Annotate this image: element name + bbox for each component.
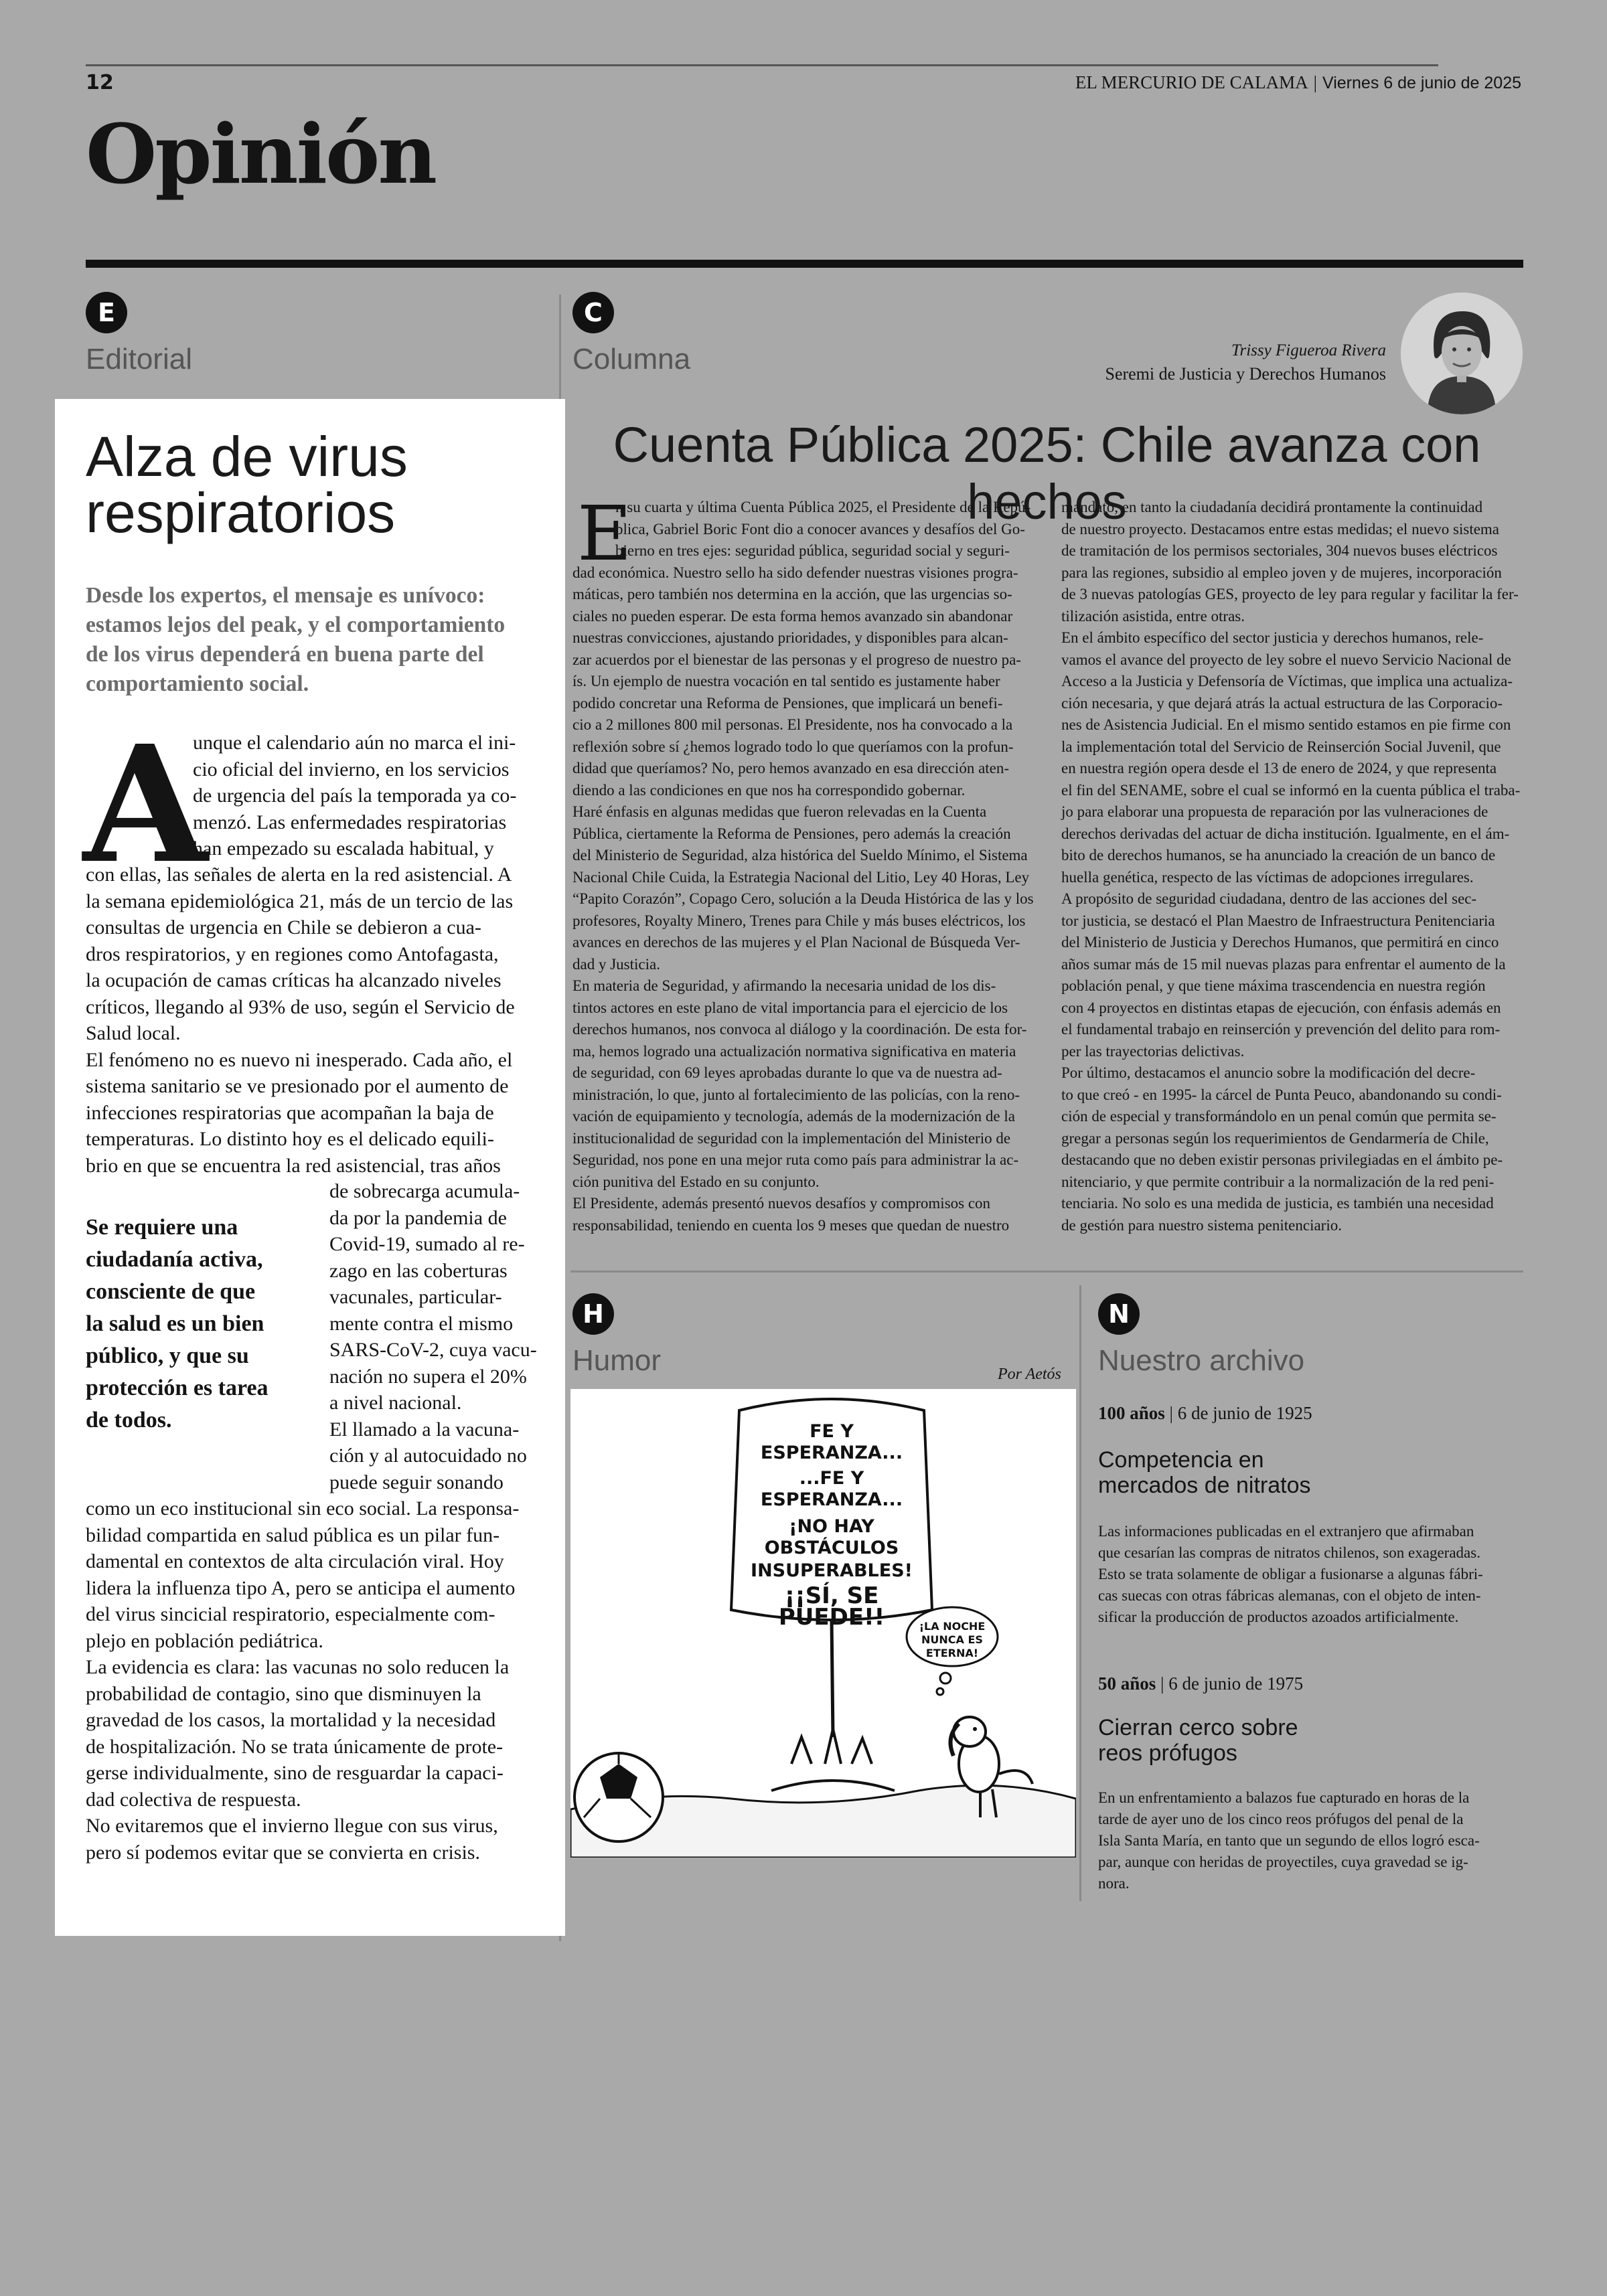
column-line: ciales no pueden esperar. De esta forma hemos avanzado sin abandonar [572, 607, 1013, 625]
column-line: profesores, Royalty Minero, Trenes para Chile y más buses eléctricos, los [572, 912, 1026, 929]
column-line: Seguridad, nos pone en una mejor ruta como país para administrar la ac- [572, 1151, 1019, 1168]
archive-item-title [1098, 1447, 1311, 1498]
archive-item-text [1098, 1521, 1523, 1628]
editorial-line: zago en las coberturas [329, 1259, 508, 1282]
column-line: gregar a personas según los requerimientos de Gendarmería de Chile, [1061, 1129, 1489, 1147]
editorial-line: gravedad de los casos, la mortalidad y la necesidad [86, 1709, 496, 1731]
column-line: A propósito de seguridad ciudadana, dentro de las acciones del sec- [1061, 890, 1477, 907]
editorial-line: de sobrecarga acumula- [329, 1180, 520, 1202]
lead-line: comportamiento social. [86, 671, 309, 696]
editorial-line: El fenómeno no es nuevo ni inesperado. Cada año, el [86, 1048, 513, 1071]
column-line: podido concretar una Reforma de Pensiones, que implicará un benefi- [572, 694, 1003, 712]
editorial-body-intro [193, 730, 548, 862]
editorial-line: temperaturas. Lo distinto hoy es el delicado equili- [86, 1128, 494, 1150]
column-line: avances en derechos de las mujeres y el Plan Nacional de Búsqueda Ver- [572, 934, 1020, 951]
editorial-label: Editorial [86, 343, 192, 376]
column-line: vación de equipamiento y tecnología, además de la modernización de la [572, 1108, 1015, 1125]
humor-badge: H [572, 1293, 614, 1335]
balloon-line: OBSTÁCULOS [764, 1538, 899, 1558]
column-line: responsabilidad, teniendo en cuenta los 9 meses que quedan de nuestro [572, 1216, 1010, 1234]
column-line: el fundamental trabajo en reinserción y prevención del delito para rom- [1061, 1021, 1501, 1038]
editorial-body-end [86, 1495, 548, 1866]
column-divider-lower [1079, 1285, 1081, 1901]
editorial-line: dros respiratorios, y en regiones como Antofagasta, [86, 942, 499, 965]
balloon-line: INSUPERABLES! [751, 1560, 913, 1581]
column-line: tor justicia, se destacó el Plan Maestro de Infraestructura Penitenciaria [1061, 912, 1495, 929]
balloon-line: ...FE Y [799, 1468, 864, 1489]
thought-line: ETERNA! [925, 1647, 979, 1659]
lead-line: Desde los expertos, el mensaje es unívoco: [86, 583, 485, 608]
archive-line: Esto se trata solamente de obligar a fusionarse a algunas fábri- [1098, 1566, 1483, 1582]
editorial-line: con ellas, las señales de alerta en la red asistencial. A [86, 864, 512, 886]
column-line: Por último, destacamos el anuncio sobre la modificación del decre- [1061, 1064, 1476, 1081]
column-line: para las regiones, subsidio al empleo joven y de mujeres, incorporación [1061, 564, 1502, 581]
column-line: en nuestra región opera desde el 13 de enero de 2024, y que representa [1061, 760, 1497, 776]
archive-date: 6 de junio de 1925 [1177, 1403, 1312, 1423]
archive-line: que cesarían las compras de nitratos chilenos, son exageradas. [1098, 1544, 1480, 1561]
editorial-line: da por la pandemia de [329, 1206, 507, 1229]
pullquote-line: ciudadanía activa, [86, 1247, 263, 1272]
column-line: ción punitiva del Estado en su conjunto. [572, 1173, 820, 1190]
column-text-right [1061, 497, 1523, 1236]
editorial-line: brio en que se encuentra la red asistencial, tras años [86, 1154, 501, 1177]
column-line: Acceso a la Justicia y Defensoría de Víctimas, que implica una actualiza- [1061, 673, 1513, 689]
column-line: ministración, lo que, junto al fortalecimiento de las policías, con la reno- [572, 1086, 1020, 1103]
page-number: 12 [86, 71, 114, 94]
editorial-line: gerse individualmente, sino de resguardar la capaci- [86, 1762, 504, 1784]
masthead [1075, 72, 1521, 93]
archive-title-line: Competencia en [1098, 1447, 1264, 1473]
column-line: institucionalidad de seguridad con la implementación del Ministerio de [572, 1129, 1011, 1147]
column-line: El Presidente, además presentó nuevos desafíos y compromisos con [572, 1195, 991, 1212]
column-line: destacando que no deben existir personas privilegiadas en el ámbito pe- [1061, 1151, 1503, 1168]
column-line: “Papito Corazón”, Copago Cero, solución a la Deuda Histórica de las y los [572, 890, 1034, 907]
editorial-line: de urgencia del país la temporada ya co- [193, 785, 517, 807]
pullquote-line: Se requiere una [86, 1215, 238, 1240]
editorial-line: han empezado su escalada habitual, y [193, 837, 494, 859]
editorial-line: como un eco institucional sin eco social. La responsa- [86, 1497, 520, 1520]
cartoonist: Por Aetós [998, 1366, 1061, 1383]
archive-years: 100 años [1098, 1403, 1165, 1423]
column-line: reflexión sobre sí ¿hemos logrado todo lo que queríamos con la profun- [572, 738, 1014, 755]
editorial-badge: E [86, 292, 127, 333]
column-line: cio a 2 millones 800 mil personas. El Presidente, nos ha convocado a la [572, 716, 1013, 733]
column-dropcap: E [577, 491, 632, 578]
column-line: En materia de Seguridad, y afirmando la necesaria unidad de los dis- [572, 977, 996, 994]
editorial-pullquote [86, 1212, 313, 1437]
column-line: dad y Justicia. [572, 955, 660, 973]
editorial-line: la semana epidemiológica 21, más de un tercio de las [86, 890, 514, 912]
column-line: el fin del SENAME, sobre el cual se informó en la cuenta pública el traba- [1061, 781, 1521, 799]
archive-item-title [1098, 1715, 1298, 1766]
column-line: de seguridad, con 69 leyes aprobadas durante lo que va de nuestra ad- [572, 1064, 1002, 1081]
editorial-line: Covid-19, sumado al re- [329, 1233, 525, 1255]
editorial-lead [86, 581, 548, 699]
archive-line: cas suecas con otras fábricas alemanas, con el objeto de inten- [1098, 1587, 1481, 1604]
horizontal-divider [570, 1270, 1523, 1273]
lead-line: de los virus dependerá en buena parte del [86, 642, 484, 667]
column-line: tenciaria. No solo es una medida de justicia, es también una necesidad [1061, 1195, 1494, 1212]
editorial-body-narrow [329, 1178, 548, 1495]
issue-date: Viernes 6 de junio de 2025 [1322, 74, 1521, 92]
column-line: dad económica. Nuestro sello ha sido defender nuestras visiones progra- [572, 564, 1018, 581]
editorial-line: cio oficial del invierno, en los servicios [193, 758, 510, 781]
pullquote-line: protección es tarea [86, 1376, 269, 1400]
editorial-line: la ocupación de camas críticas ha alcanzado niveles [86, 969, 502, 991]
editorial-line: SARS-CoV-2, cuya vacu- [329, 1339, 537, 1361]
humor-cartoon [570, 1389, 1076, 1858]
column-line: del Ministerio de Justicia y Derechos Humanos, que permitirá en cinco [1061, 934, 1499, 951]
editorial-line: unque el calendario aún no marca el ini- [193, 732, 516, 754]
archive-line: par, aunque con heridas de proyectiles, cuya gravedad se ig- [1098, 1854, 1468, 1870]
column-line: n su cuarta y última Cuenta Pública 2025, el Presidente de la Repú- [615, 499, 1031, 515]
humor-label: Humor [572, 1344, 662, 1377]
archive-item-year: 50 años | 6 de junio de 1975 [1098, 1673, 1304, 1694]
column-badge: C [572, 292, 614, 333]
author-role: Seremi de Justicia y Derechos Humanos [1105, 364, 1386, 384]
column-label: Columna [572, 343, 691, 376]
column-line: de 3 nuevas patologías GES, proyecto de ley para regular y facilitar la fer- [1061, 586, 1519, 602]
archive-badge: N [1098, 1293, 1140, 1335]
editorial-line: Salud local. [86, 1022, 181, 1044]
editorial-line: dad colectiva de respuesta. [86, 1788, 301, 1811]
editorial-line: La evidencia es clara: las vacunas no solo reducen la [86, 1656, 510, 1678]
archive-title-line: mercados de nitratos [1098, 1473, 1311, 1498]
editorial-line: mente contra el mismo [329, 1312, 514, 1335]
column-line: nes de Asistencia Judicial. En el mismo sentido estamos en pie firme con [1061, 716, 1511, 733]
editorial-line: del virus sincicial respiratorio, especialmente com- [86, 1603, 495, 1625]
column-line: zar acuerdos por el bienestar de las personas y el progreso de nuestro pa- [572, 651, 1021, 668]
column-line: nuestras convicciones, ajustando prioridades, y disponibles para alcan- [572, 629, 1008, 646]
balloon-line: ¡¡SÍ, SE [784, 1582, 879, 1609]
archive-line: En un enfrentamiento a balazos fue capturado en horas de la [1098, 1789, 1470, 1806]
editorial-line: pero sí podemos evitar que se convierta en crisis. [86, 1841, 480, 1864]
column-line: máticas, pero también nos determina en la acción, que las urgencias so- [572, 586, 1012, 602]
column-line: tilización asistida, entre otras. [1061, 607, 1245, 625]
editorial-line: menzó. Las enfermedades respiratorias [193, 811, 507, 833]
thought-line: NUNCA ES [921, 1633, 983, 1646]
column-line: Nacional Chile Cuida, la Estrategia Nacional del Litio, Ley 40 Horas, Ley [572, 868, 1030, 886]
lead-line: estamos lejos del peak, y el comportamiento [86, 612, 506, 637]
column-line: to que creó - en 1995- la cárcel de Punta Peuco, abandonando su condi- [1061, 1086, 1502, 1103]
balloon-line: ESPERANZA... [760, 1489, 903, 1510]
archive-line: sificar la producción de productos azoados artificialmente. [1098, 1609, 1459, 1625]
column-line: blica, Gabriel Boric Font dio a conocer avances y desafíos del Go- [615, 520, 1025, 538]
editorial-line: ción y al autocuidado no [329, 1445, 527, 1467]
balloon-line: PUEDE!! [778, 1604, 885, 1631]
archive-item-text [1098, 1787, 1523, 1894]
editorial-line: bilidad compartida en salud pública es un pilar fun- [86, 1524, 500, 1546]
column-line: jo para elaborar una propuesta de reparación por las vulneraciones de [1061, 803, 1488, 820]
column-line: didad que queríamos? No, pero hemos avanzado en esa dirección aten- [572, 760, 1010, 776]
archive-title-line: Cierran cerco sobre [1098, 1715, 1298, 1740]
column-line: mandato, en tanto la ciudadanía decidirá prontamente la continuidad [1061, 499, 1483, 515]
editorial-line: infecciones respiratorias que acompañan la baja de [86, 1101, 494, 1124]
archive-title-line: reos prófugos [1098, 1740, 1237, 1766]
column-line: derechos humanos, nos convoca al diálogo y la coordinación. De esta for- [572, 1021, 1027, 1038]
editorial-line: probabilidad de contagio, sino que disminuyen la [86, 1682, 481, 1705]
column-line: población penal, y que tiene máxima trascendencia en nuestra región [1061, 977, 1486, 994]
column-line: de nuestro proyecto. Destacamos entre estas medidas; el nuevo sistema [1061, 520, 1500, 538]
newspaper-name: EL MERCURIO DE CALAMA [1075, 72, 1308, 92]
pullquote-line: la salud es un bien [86, 1311, 264, 1336]
editorial-line: a nivel nacional. [329, 1392, 462, 1414]
editorial-line: puede seguir sonando [329, 1471, 504, 1493]
editorial-title [86, 425, 541, 544]
column-line: Haré énfasis en algunas medidas que fueron relevadas en la Cuenta [572, 803, 987, 820]
archive-date: 6 de junio de 1975 [1168, 1673, 1304, 1694]
archive-item-year: 100 años | 6 de junio de 1925 [1098, 1403, 1312, 1423]
column-line: ma, hemos logrado una actualización normativa significativa en materia [572, 1042, 1016, 1060]
archive-line: nora. [1098, 1875, 1130, 1892]
editorial-title-line: respiratorios [86, 481, 396, 544]
editorial-line: No evitaremos que el invierno llegue con sus virus, [86, 1815, 498, 1837]
masthead-separator: | [1313, 72, 1317, 92]
editorial-line: damental en contextos de alta circulación viral. Hoy [86, 1550, 504, 1572]
column-line: huella genética, respecto de las víctimas de adopciones irregulares. [1061, 868, 1474, 886]
archive-line: Las informaciones publicadas en el extranjero que afirmaban [1098, 1523, 1474, 1540]
column-line: del Ministerio de Seguridad, alza histórica del Sueldo Mínimo, el Sistema [572, 847, 1028, 864]
thought-line: ¡LA NOCHE [919, 1620, 986, 1633]
balloon-line: ¡NO HAY [789, 1516, 874, 1537]
column-line: per las trayectorias delictivas. [1061, 1042, 1245, 1060]
column-text-left [572, 491, 1035, 1236]
editorial-line: de hospitalización. No se trata únicamente de prote- [86, 1735, 504, 1758]
pullquote-line: público, y que su [86, 1343, 249, 1368]
editorial-line: sistema sanitario se ve presionado por el aumento de [86, 1075, 509, 1097]
column-line: nitenciario, y que permite contribuir a la normalización de la red peni- [1061, 1173, 1495, 1190]
editorial-line: consultas de urgencia en Chile se debieron a cua- [86, 916, 481, 938]
archive-line: Isla Santa María, en tanto que un segundo de ellos logró esca- [1098, 1832, 1480, 1849]
top-rule [86, 64, 1438, 66]
column-line: derechos derivadas del actuar de dicha institución. Igualmente, en el ám- [1061, 825, 1510, 842]
column-line: de gestión para nuestro sistema penitenciario. [1061, 1216, 1342, 1234]
pullquote-line: consciente de que [86, 1279, 256, 1304]
editorial-line: críticos, llegando al 93% de uso, según el Servicio de [86, 995, 515, 1018]
editorial-line: lidera la influenza tipo A, pero se anticipa el aumento [86, 1576, 516, 1599]
column-line: En el ámbito específico del sector justicia y derechos humanos, rele- [1061, 629, 1484, 646]
archive-years: 50 años [1098, 1673, 1156, 1694]
author-name: Trissy Figueroa Rivera [1231, 341, 1386, 359]
editorial-line: vacunales, particular- [329, 1286, 502, 1308]
balloon-line: ESPERANZA... [760, 1443, 903, 1463]
editorial-line: El llamado a la vacuna- [329, 1418, 520, 1441]
column-line: bito de derechos humanos, se ha anunciado la creación de un banco de [1061, 847, 1496, 864]
column-line: Pública, ciertamente la Reforma de Pensiones, pero además la creación [572, 825, 1011, 842]
editorial-body [86, 862, 548, 1179]
column-line: con 4 proyectos en distintas etapas de ejecución, con énfasis además en [1061, 999, 1501, 1016]
pullquote-line: de todos. [86, 1408, 172, 1432]
editorial-line: nación no supera el 20% [329, 1365, 527, 1388]
column-line: vamos el avance del proyecto de ley sobre el nuevo Servicio Nacional de [1061, 651, 1511, 668]
section-title: Opinión [86, 106, 436, 202]
column-line: ción de especial y transformándolo en un penal común que permita se- [1061, 1108, 1497, 1125]
balloon-line: FE Y [810, 1421, 854, 1442]
archive-line: tarde de ayer uno de los cinco reos prófugos del penal de la [1098, 1811, 1464, 1827]
column-line: tintos actores en este plano de vital importancia para el ejercicio de los [572, 999, 1008, 1016]
column-line: ción necesaria, y que dejará atrás la actual estructura de las Corporacio- [1061, 694, 1503, 712]
editorial-dropcap: A [83, 710, 208, 899]
column-line: diendo a las condiciones en que nos ha correspondido gobernar. [572, 781, 966, 799]
author-portrait [1401, 293, 1523, 414]
column-line: la implementación total del Servicio de Reinserción Social Juvenil, que [1061, 738, 1501, 755]
section-rule [86, 260, 1523, 268]
archive-label: Nuestro archivo [1098, 1344, 1305, 1377]
column-line: bierno en tres ejes: seguridad pública, seguridad social y seguri- [615, 542, 1010, 559]
column-line: ís. Un ejemplo de nuestra vocación en tal sentido es justamente haber [572, 673, 1000, 689]
column-line: de tramitación de los permisos sectoriales, 304 nuevos buses eléctricos [1061, 542, 1498, 559]
editorial-title-line: Alza de virus [86, 425, 408, 488]
column-line: años sumar más de 15 mil nuevas plazas para enfrentar el aumento de la [1061, 955, 1506, 973]
column-headline: Cuenta Pública 2025: Chile avanza con hechos [613, 417, 1481, 529]
editorial-line: plejo en población pediátrica. [86, 1629, 323, 1652]
